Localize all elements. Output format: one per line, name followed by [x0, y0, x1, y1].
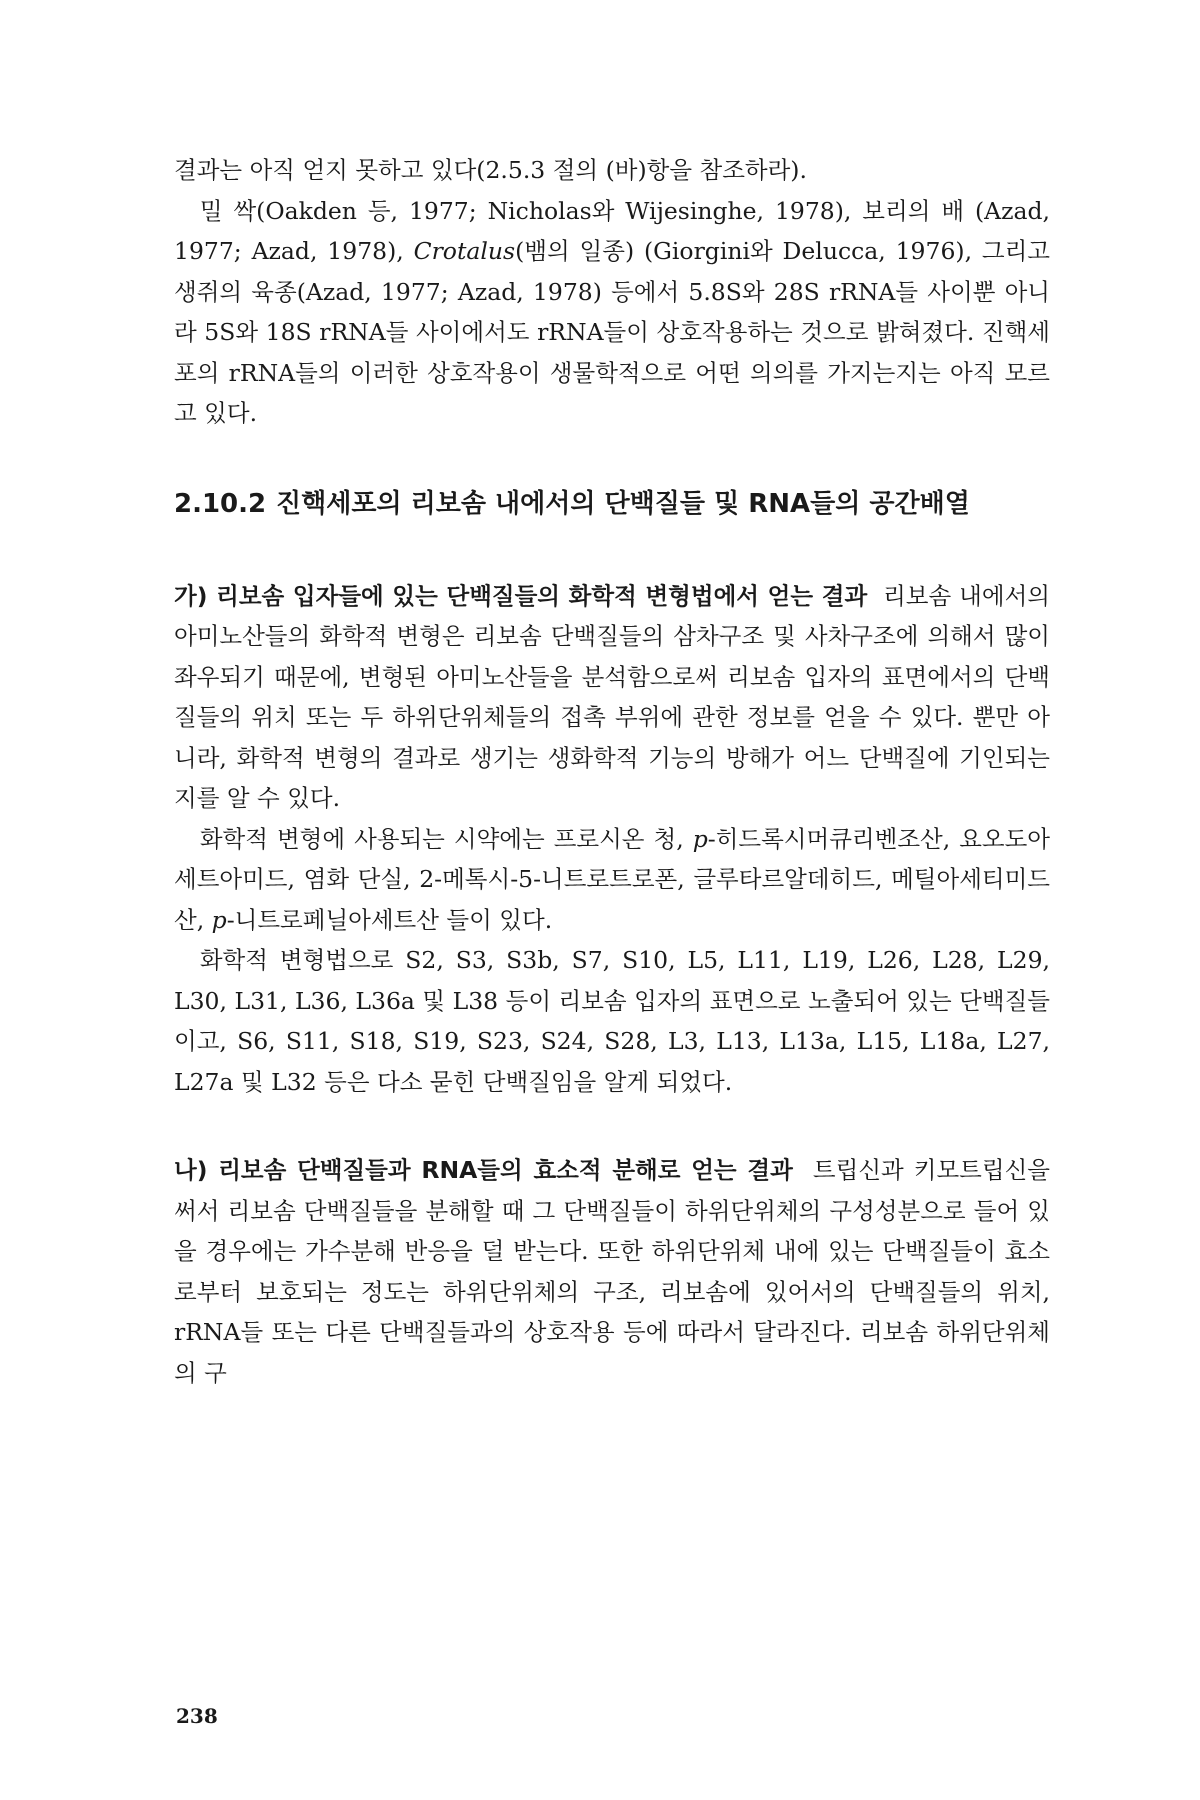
- subsection-ga-para2: [174, 819, 1050, 941]
- paragraph-text: (뱀의 일종) (Giorgini와 Delucca, 1976), 그리고 생쥐의 육종(Azad, 1977; Azad, 1978) 등에서 5.8S와 28S rRNA들 사이뿐 아니라 5S와 18S rRNA들 사이에서도 rRNA들이 상호작용하는 것으로 밝혀졌다. 진핵세포의 rRNA들의 이러한 상호작용이 생물학적으로 어떤 의의를 가지는지는 아직 모르고 있다.: [174, 237, 1050, 427]
- species-name: Crotalus: [413, 237, 516, 265]
- subsection-label: 가) 리보솜 입자들에 있는 단백질들의 화학적 변형법에서 얻는 결과: [174, 581, 868, 610]
- subsection-na: [174, 1150, 1050, 1393]
- italic-prefix: p: [692, 824, 708, 853]
- paragraph-text: 화학적 변형법으로 S2, S3, S3b, S7, S10, L5, L11, L19, L26, L28, L29, L30, L31, L36, L36a 및 L38 등이 리보솜 입자의 표면으로 노출되어 있는 단백질들이고, S6, S11, S18, S19, S23, S24, S28, L3, L13, L13a, L15, L18a, L27, L27a 및 L32 등은 다소 묻힌 단백질임을 알게 되었다.: [174, 946, 1050, 1096]
- subsection-ga: [174, 576, 1050, 1103]
- paragraph-text: -니트로페닐아세트산 들이 있다.: [226, 905, 553, 934]
- subsection-label: 나) 리보솜 단백질들과 RNA들의 효소적 분해로 얻는 결과: [174, 1156, 793, 1184]
- subsection-ga-para1: [174, 576, 1050, 819]
- spacer: [174, 1102, 1050, 1150]
- italic-prefix: p: [211, 905, 227, 934]
- page-body: [174, 150, 1050, 1393]
- paragraph-text: 결과는 아직 얻지 못하고 있다(2.5.3 절의 (바)항을 참조하라).: [174, 156, 807, 184]
- paragraph-text: 화학적 변형에 사용되는 시약에는 프로시온 청,: [199, 824, 693, 853]
- section-number: 2.10.2: [174, 488, 267, 519]
- paragraph-rrna-interaction: [174, 191, 1050, 434]
- paragraph-text: 밀 싹(Oakden 등, 1977; Nicholas와 Wijesinghe, 1978), 보리의 배 (Azad, 1977; Azad, 1978),: [174, 196, 1050, 265]
- section-title: 진핵세포의 리보솜 내에서의 단백질들 및 RNA들의 공간배열: [276, 488, 970, 519]
- paragraph-text: 리보솜 내에서의 아미노산들의 화학적 변형은 리보솜 단백질들의 삼차구조 및 사차구조에 의해서 많이 좌우되기 때문에, 변형된 아미노산들을 분석함으로써 리보솜 입자의 표면에서의 단백질들의 위치 또는 두 하위단위체들의 접촉 부위에 관한 정보를 얻을 수 있다. 뿐만 아니라, 화학적 변형의 결과로 생기는 생화학적 기능의 방해가 어느 단백질에 기인되는지를 알 수 있다.: [174, 581, 1050, 812]
- paragraph-continued: [174, 150, 1050, 191]
- paragraph-text: 트립신과 키모트립신을 써서 리보솜 단백질들을 분해할 때 그 단백질들이 하위단위체의 구성성분으로 들어 있을 경우에는 가수분해 반응을 덜 받는다. 또한 하위단위체 내에 있는 단백질들이 효소로부터 보호되는 정도는 하위단위체의 구조, 리보솜에 있어서의 단백질들의 위치, rRNA들 또는 다른 단백질들과의 상호작용 등에 따라서 달라진다. 리보솜 하위단위체의 구: [174, 1156, 1050, 1387]
- subsection-ga-para3: [174, 940, 1050, 1102]
- paragraph-text: -히드록시머큐리벤조산, 요오도아세트아미드, 염화 단실, 2-메톡시-5-니트로트로폰, 글루타르알데히드, 메틸아세티미드산,: [174, 824, 1051, 934]
- subsection-na-para1: [174, 1150, 1050, 1393]
- page-number: 238: [176, 1704, 218, 1728]
- section-heading: [174, 484, 1050, 524]
